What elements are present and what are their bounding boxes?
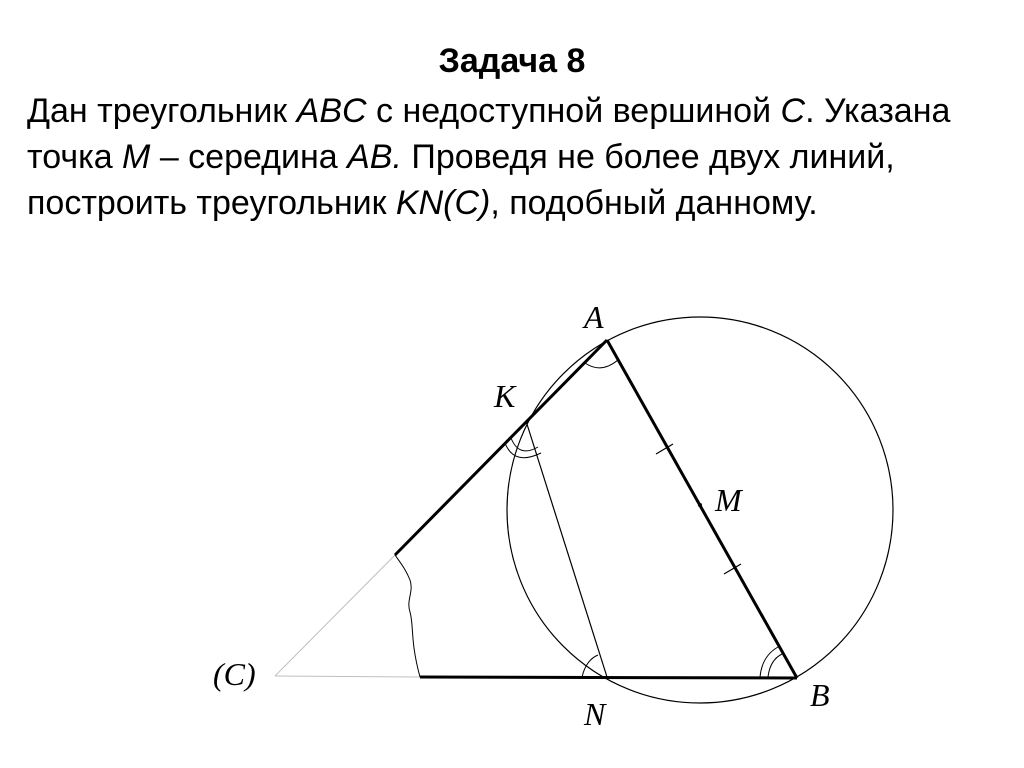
vertex-c: C xyxy=(780,92,806,130)
segment-ab: AB. xyxy=(347,138,402,176)
label-b: B xyxy=(810,677,830,713)
break-edge xyxy=(395,555,420,677)
side-ab xyxy=(607,340,797,678)
point-m: M xyxy=(122,138,151,176)
label-a: A xyxy=(584,299,604,335)
side-ac-segment xyxy=(395,340,607,555)
angle-arc-a xyxy=(585,360,618,368)
label-c: (C) xyxy=(213,656,256,692)
triangle-knc: KN(C) xyxy=(395,184,491,222)
label-n: N xyxy=(584,696,606,732)
problem-text-1: Дан треугольник xyxy=(27,92,297,130)
triangle-abc: ABC xyxy=(296,92,367,130)
label-k: K xyxy=(494,378,516,414)
problem-text-5: Проведя не более двух линий, построить треугольник xyxy=(27,138,895,222)
slide-title: Задача 8 xyxy=(438,42,586,80)
problem-text-3: . Указана точка xyxy=(27,92,951,176)
problem-text-6: , подобный данному. xyxy=(490,184,818,222)
faint-line-c-lower xyxy=(275,676,420,677)
point-m-dot xyxy=(698,503,702,507)
problem-text-2: с недоступной вершиной xyxy=(366,92,781,130)
faint-line-c-upper xyxy=(275,555,395,676)
label-m: M xyxy=(715,482,742,518)
circle xyxy=(507,317,893,703)
side-bc-segment xyxy=(420,677,797,678)
segment-kn xyxy=(526,421,607,677)
angle-arc-b-inner xyxy=(768,654,782,677)
problem-text-4: – середина xyxy=(150,138,348,176)
angle-arc-n xyxy=(582,655,598,677)
